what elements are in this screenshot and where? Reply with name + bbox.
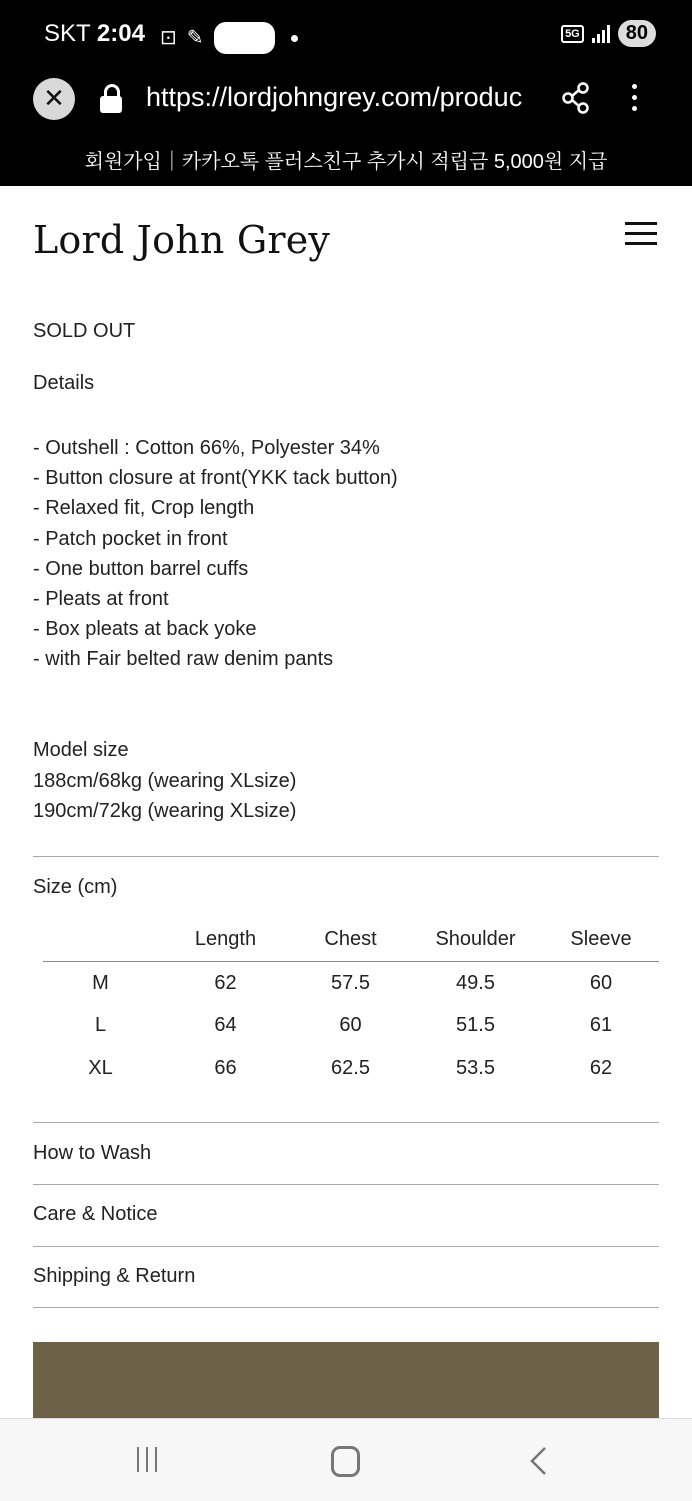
table-cell: 64 [214, 1014, 237, 1037]
system-nav-bar [0, 1418, 692, 1501]
table-row [43, 1047, 659, 1090]
site-logo[interactable]: Lord John Grey [33, 218, 331, 262]
table-header: Length [158, 918, 293, 962]
table-cell: 60 [589, 971, 613, 994]
list-item: - Pleats at front [33, 588, 169, 611]
recent-apps-icon[interactable] [137, 1447, 157, 1472]
model-size-heading: Model size [33, 739, 129, 761]
table-cell: L [94, 1014, 107, 1037]
details-list [33, 433, 398, 675]
table-cell: 66 [214, 1056, 237, 1079]
status-time [44, 20, 145, 48]
table-cell: 53.5 [456, 1056, 495, 1079]
divider [33, 1122, 659, 1123]
table-cell: 51.5 [456, 1014, 495, 1037]
divider [33, 1246, 659, 1247]
table-header [43, 918, 158, 962]
battery-icon: 80 [618, 20, 656, 47]
feather-icon: ✎ [186, 27, 204, 49]
kakaotalk-icon: TALK [214, 22, 276, 54]
table-cell: 62 [589, 1056, 613, 1079]
model-size-block [33, 735, 296, 827]
divider [33, 856, 659, 857]
hamburger-menu-icon[interactable] [625, 222, 657, 252]
table-row [43, 962, 659, 1005]
list-item: - Patch pocket in front [33, 527, 228, 550]
model-size-item: 188cm/68kg (wearing XLsize) [33, 769, 297, 792]
sold-out-label: SOLD OUT [33, 320, 136, 342]
accordion-care-notice[interactable]: Care & Notice [33, 1203, 158, 1225]
table-header: Shoulder [408, 918, 543, 962]
table-cell: XL [88, 1056, 113, 1079]
home-icon[interactable] [331, 1446, 360, 1477]
browser-url-bar [0, 70, 692, 139]
more-vertical-icon[interactable] [630, 84, 640, 117]
screenshot-icon: ⊡ [160, 27, 177, 49]
list-item: - Box pleats at back yoke [33, 618, 257, 641]
promo-banner[interactable]: 회원가입｜카카오톡 플러스친구 추가시 적립금 5,000원 지급 [0, 138, 692, 186]
list-item: - with Fair belted raw denim pants [33, 648, 334, 671]
system-icons [561, 20, 656, 47]
divider [33, 1307, 659, 1308]
url-field[interactable]: https://lordjohngrey.com/produc [146, 82, 523, 112]
lock-icon[interactable] [100, 84, 122, 116]
list-item: - Button closure at front(YKK tack button) [33, 467, 398, 490]
table-cell: 60 [339, 1014, 362, 1037]
notification-icons [160, 22, 298, 54]
list-item: - One button barrel cuffs [33, 557, 249, 580]
table-cell: 61 [589, 1014, 613, 1037]
accordion-shipping-return[interactable]: Shipping & Return [33, 1265, 196, 1287]
signal-icon [592, 25, 610, 43]
table-cell: 62.5 [331, 1056, 370, 1079]
product-photo[interactable] [33, 1342, 659, 1418]
details-heading: Details [33, 372, 95, 394]
close-icon[interactable]: ✕ [33, 78, 75, 120]
table-header-row [43, 918, 659, 962]
table-cell: 49.5 [456, 971, 495, 994]
status-bar [0, 0, 692, 70]
size-heading: Size (cm) [33, 876, 118, 898]
table-header: Sleeve [543, 918, 659, 962]
list-item: - Relaxed fit, Crop length [33, 497, 255, 520]
clock: 2:04 [96, 20, 145, 47]
table-cell: M [92, 971, 109, 994]
divider [33, 1184, 659, 1185]
table-row [43, 1005, 659, 1048]
accordion-how-to-wash[interactable]: How to Wash [33, 1142, 152, 1164]
network-5g-icon: 5G [561, 25, 584, 43]
share-icon[interactable] [561, 82, 591, 114]
more-notifications-dot [291, 35, 298, 42]
model-size-item: 190cm/72kg (wearing XLsize) [33, 800, 297, 822]
table-cell: 62 [214, 971, 237, 994]
table-header: Chest [293, 918, 408, 962]
list-item: - Outshell : Cotton 66%, Polyester 34% [33, 437, 380, 459]
table-cell: 57.5 [331, 971, 370, 994]
carrier-label: SKT [44, 20, 91, 47]
back-icon[interactable] [527, 1445, 549, 1477]
size-table [43, 918, 659, 1090]
